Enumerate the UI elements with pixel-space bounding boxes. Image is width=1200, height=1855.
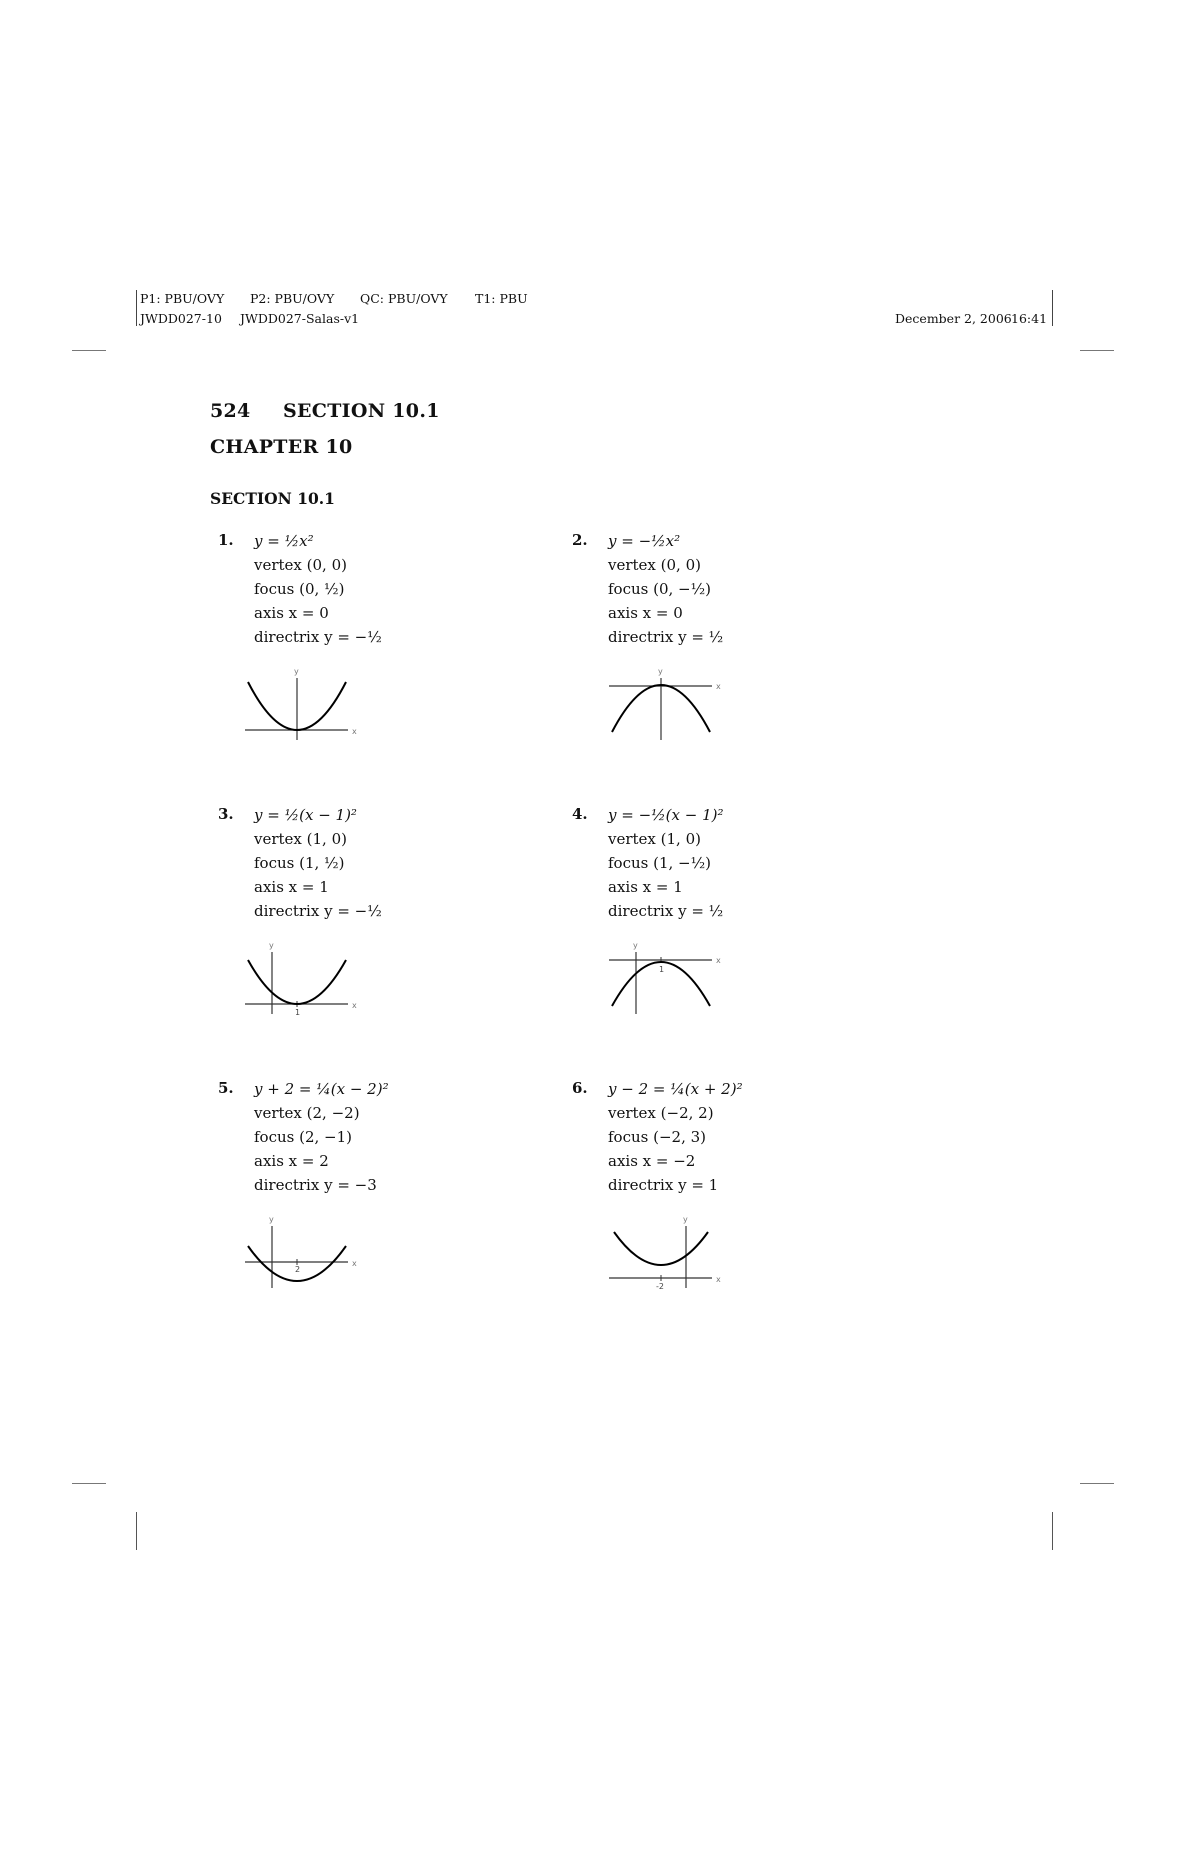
problem-focus: focus (0, −½) xyxy=(608,580,712,598)
problem-number: 2. xyxy=(572,531,588,549)
problem-equation: y − 2 = ¼(x + 2)² xyxy=(608,1080,743,1098)
crop-mark-bottom-right xyxy=(1080,1483,1114,1484)
x-tick-label: 1 xyxy=(659,965,665,974)
problem-vertex: vertex (1, 0) xyxy=(608,830,701,848)
parabola-curve xyxy=(614,1232,708,1265)
header-p1: P1: PBU/OVY xyxy=(140,291,225,306)
problem-focus: focus (1, ½) xyxy=(254,854,345,872)
problem-focus: focus (2, −1) xyxy=(254,1128,353,1146)
problem-focus: focus (−2, 3) xyxy=(608,1128,707,1146)
graph-5 xyxy=(240,1212,370,1292)
x-tick-label: -2 xyxy=(656,1282,664,1291)
crop-mark-top-left xyxy=(72,350,106,351)
x-axis-label: x xyxy=(716,956,721,965)
y-axis-label: y xyxy=(269,1215,274,1224)
problem-directrix: directrix y = ½ xyxy=(608,902,724,920)
problem-directrix: directrix y = ½ xyxy=(608,628,724,646)
problem-directrix: directrix y = −½ xyxy=(254,902,382,920)
problem-vertex: vertex (0, 0) xyxy=(608,556,701,574)
crop-mark-top-right xyxy=(1080,350,1114,351)
x-axis-label: x xyxy=(352,1259,357,1268)
y-axis-label: y xyxy=(633,941,638,950)
chapter-title: CHAPTER 10 xyxy=(210,436,353,458)
header-time: 16:41 xyxy=(1011,311,1048,326)
header-p2: P2: PBU/OVY xyxy=(250,291,335,306)
header-t1: T1: PBU xyxy=(475,291,528,306)
problem-number: 3. xyxy=(218,805,234,823)
problem-equation: y = ½(x − 1)² xyxy=(254,806,357,824)
problem-equation: y = −½(x − 1)² xyxy=(608,806,724,824)
graph-3 xyxy=(240,938,370,1018)
section-title: SECTION 10.1 xyxy=(210,489,335,508)
graph-1 xyxy=(240,664,370,744)
page-number: 524 xyxy=(210,400,251,422)
graph-6 xyxy=(604,1212,734,1292)
header-book: JWDD027-Salas-v1 xyxy=(240,311,360,326)
graph-4 xyxy=(604,938,734,1018)
problem-directrix: directrix y = −3 xyxy=(254,1176,377,1194)
problem-focus: focus (0, ½) xyxy=(254,580,345,598)
problem-axis: axis x = 1 xyxy=(254,878,329,896)
running-head-section: SECTION 10.1 xyxy=(283,400,440,422)
x-tick-label: 2 xyxy=(295,1265,301,1274)
x-axis-label: x xyxy=(352,1001,357,1010)
y-axis-label: y xyxy=(269,941,274,950)
crop-mark-bottom-right-vertical xyxy=(1052,1512,1053,1550)
problem-axis: axis x = 2 xyxy=(254,1152,329,1170)
problem-axis: axis x = −2 xyxy=(608,1152,696,1170)
x-tick-label: 1 xyxy=(295,1008,301,1017)
problem-axis: axis x = 1 xyxy=(608,878,683,896)
problem-vertex: vertex (1, 0) xyxy=(254,830,347,848)
problem-vertex: vertex (0, 0) xyxy=(254,556,347,574)
header-code: JWDD027-10 xyxy=(140,311,222,326)
x-axis-label: x xyxy=(716,682,721,691)
header-date: December 2, 2006 xyxy=(895,311,1012,326)
problem-focus: focus (1, −½) xyxy=(608,854,712,872)
y-axis-label: y xyxy=(294,667,299,676)
header-left-rule xyxy=(136,290,137,326)
problem-directrix: directrix y = 1 xyxy=(608,1176,719,1194)
x-axis-label: x xyxy=(716,1275,721,1284)
problem-axis: axis x = 0 xyxy=(254,604,329,622)
problem-equation: y + 2 = ¼(x − 2)² xyxy=(254,1080,389,1098)
parabola-curve xyxy=(248,960,346,1004)
header-right-rule xyxy=(1052,290,1053,326)
x-axis-label: x xyxy=(352,727,357,736)
problem-number: 4. xyxy=(572,805,588,823)
problem-vertex: vertex (2, −2) xyxy=(254,1104,360,1122)
graph-2 xyxy=(604,664,734,744)
problem-directrix: directrix y = −½ xyxy=(254,628,382,646)
y-axis-label: y xyxy=(683,1215,688,1224)
problem-number: 6. xyxy=(572,1079,588,1097)
problem-number: 1. xyxy=(218,531,234,549)
problem-number: 5. xyxy=(218,1079,234,1097)
problem-equation: y = ½x² xyxy=(254,532,314,550)
crop-mark-bottom-left-vertical xyxy=(136,1512,137,1550)
header-qc: QC: PBU/OVY xyxy=(360,291,448,306)
problem-vertex: vertex (−2, 2) xyxy=(608,1104,714,1122)
y-axis-label: y xyxy=(658,667,663,676)
crop-mark-bottom-left xyxy=(72,1483,106,1484)
problem-equation: y = −½x² xyxy=(608,532,681,550)
problem-axis: axis x = 0 xyxy=(608,604,683,622)
